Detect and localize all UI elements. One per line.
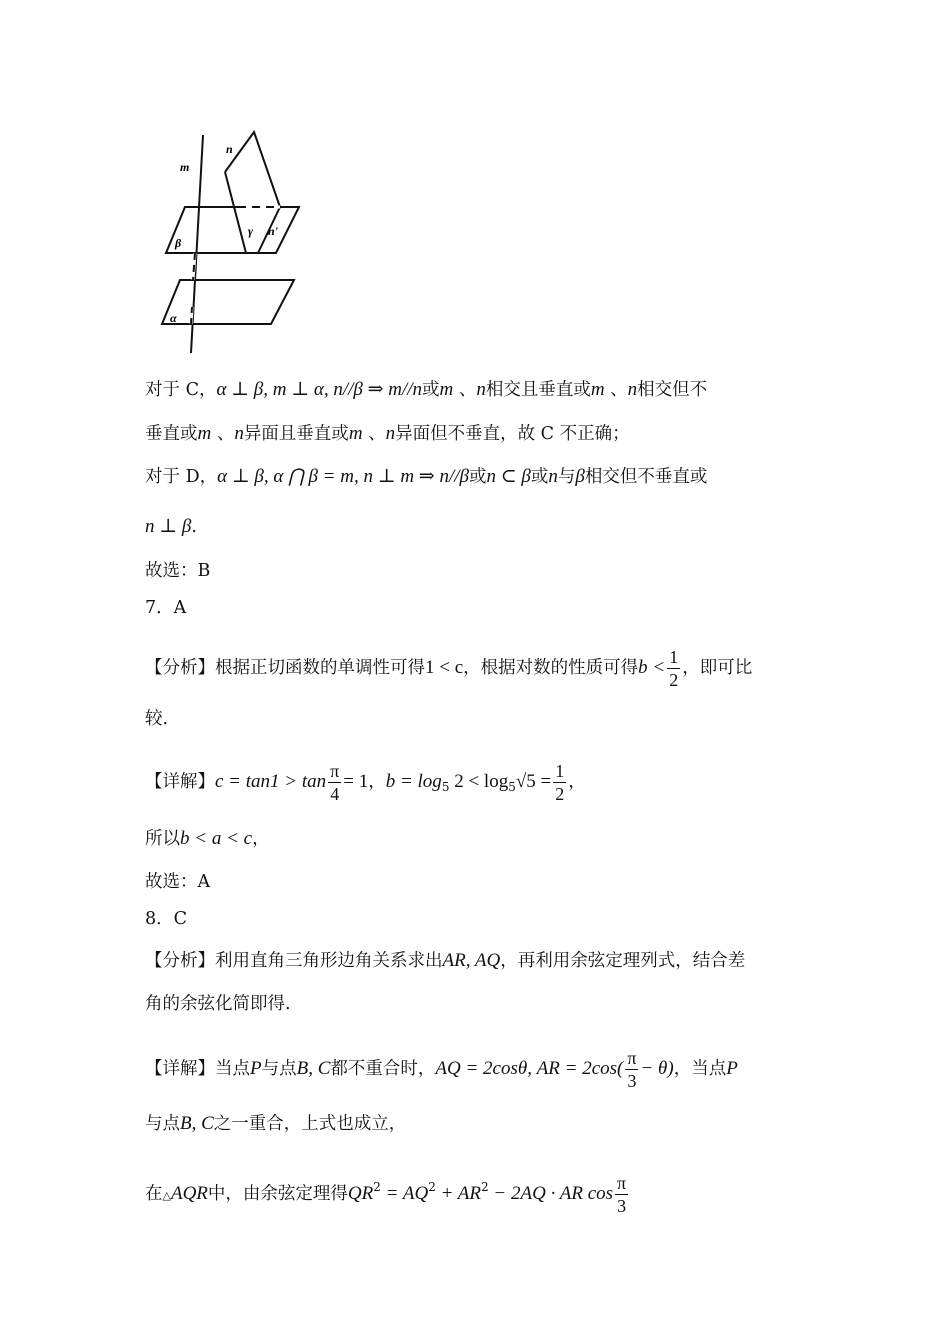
- fraction-one-half: $\frac{1}{2}$: [669, 647, 679, 690]
- geometry-figure: [150, 125, 320, 360]
- fraction-pi-over-3-b: $\frac{\pi}{3}$: [617, 1173, 627, 1216]
- q7-number: 7．A: [145, 598, 187, 618]
- line-m: [191, 135, 203, 353]
- label-n: n: [226, 142, 233, 156]
- choice-6: 故选：B: [145, 561, 211, 581]
- q7-detail-line: 【详解】c = tan1 > tan $\frac{\pi}{4}$ = 1，$b = \log_5 2 < \log_5√5$ = $\frac{1}{2}$ ，: [145, 761, 586, 804]
- q8-detail-line-1: 【详解】当点P与点B, C都不重合时，AQ = 2cosθ, AR = 2cos( $\frac{\pi}{3}$ − θ)，当点P: [145, 1048, 738, 1091]
- q8-analysis-line-1: 【分析】利用直角三角形边角关系求出AR, AQ，再利用余弦定理列式，结合差: [145, 950, 746, 971]
- plane-gamma: [225, 132, 280, 207]
- label-gamma: γ: [248, 224, 253, 238]
- fraction-one-half-2: $\frac{1}{2}$: [555, 761, 565, 804]
- option-c-line-1: 对于 C，α ⊥ β, m ⊥ α, n//β ⇒ m//n或m 、n相交且垂直或m 、n相交但不: [145, 379, 708, 400]
- label-n-prime: n': [268, 224, 279, 238]
- plane-alpha: [162, 280, 294, 324]
- q7-conclusion: 所以b < a < c，: [145, 828, 270, 849]
- q8-analysis-line-2: 角的余弦化简即得.: [145, 994, 291, 1014]
- option-d-line-2: n ⊥ β.: [145, 516, 197, 537]
- label-m: m: [180, 160, 190, 174]
- q8-detail-line-3: 在△AQR中，由余弦定理得$QR^2 = AQ^2 + AR^2 - 2AQ$ · AR cos $\frac{\pi}{3}$: [145, 1173, 627, 1216]
- q8-number: 8．C: [145, 909, 188, 929]
- q7-analysis-line-2: 较.: [145, 709, 169, 729]
- q7-choice: 故选：A: [145, 872, 211, 892]
- fraction-pi-over-3: $\frac{\pi}{3}$: [627, 1048, 637, 1091]
- label-alpha: α: [170, 311, 177, 325]
- label-beta: β: [175, 236, 182, 250]
- option-d-line-1: 对于 D，α ⊥ β, α ⋂ β = m, n ⊥ m ⇒ n//β或n ⊂ β或n与β相交但不垂直或: [145, 466, 708, 487]
- option-c-line-2: 垂直或m 、n异面且垂直或m 、n异面但不垂直，故 C 不正确；: [145, 423, 630, 444]
- q7-analysis-line-1: 【分析】根据正切函数的单调性可得1 < c，根据对数的性质可得b < $\frac{1}{2}$ ，即可比: [145, 647, 753, 690]
- fraction-pi-over-4: $\frac{\pi}{4}$: [330, 761, 340, 804]
- plane-beta: [166, 207, 299, 253]
- q8-detail-line-2: 与点B, C之一重合，上式也成立，: [145, 1113, 407, 1134]
